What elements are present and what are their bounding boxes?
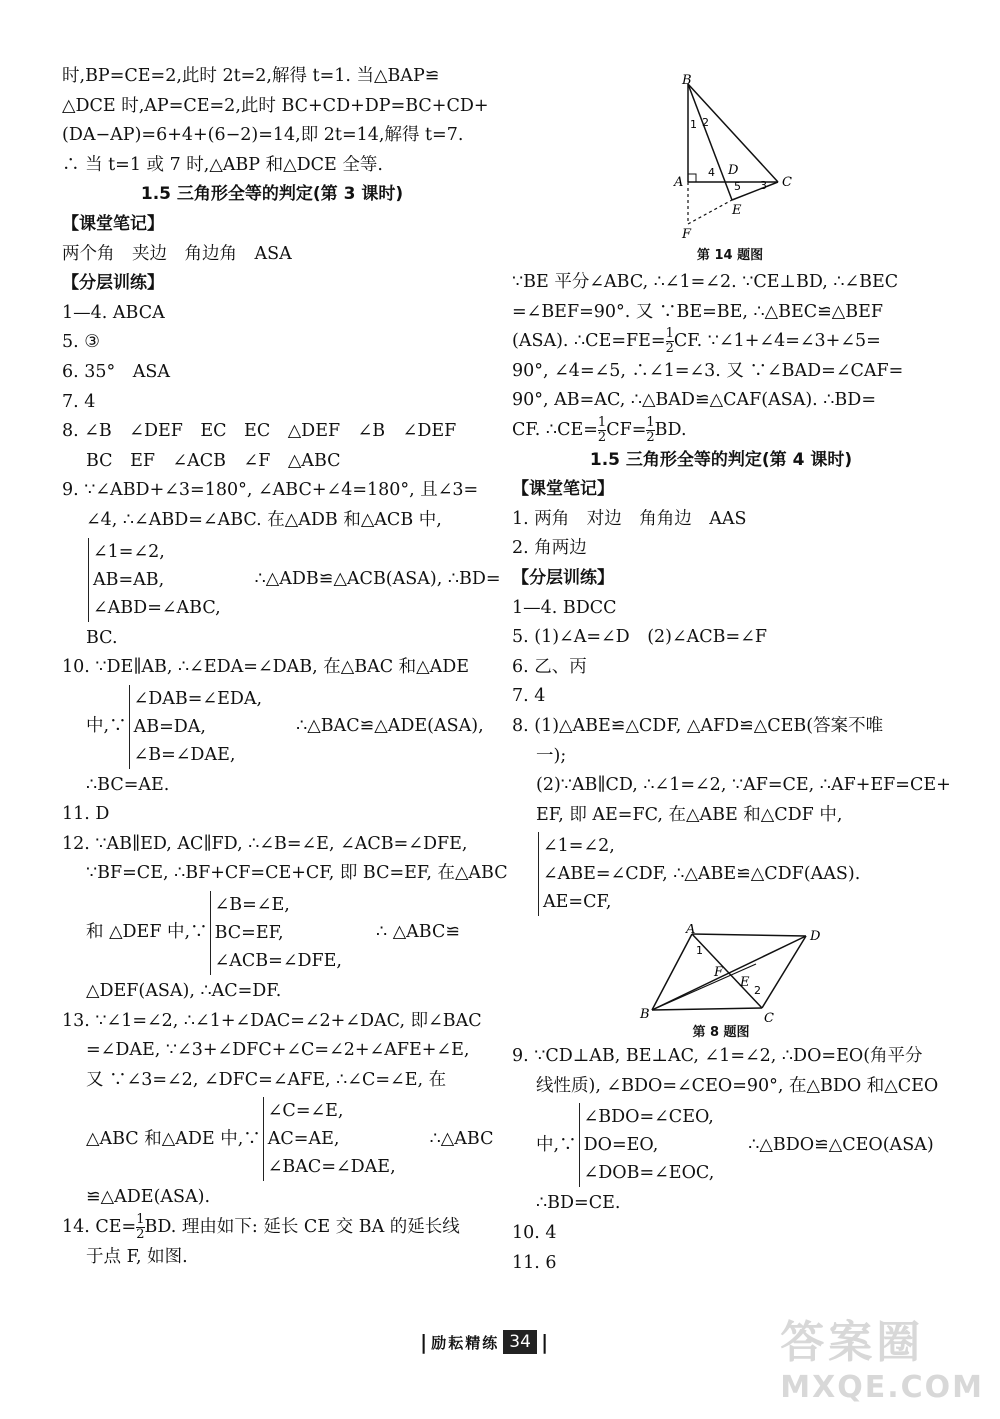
text-line: =∠BEF=90°. 又 ∵BE=BE, ∴△BEC≌△BEF — [512, 301, 884, 322]
condition: ∠B=∠E, — [214, 895, 290, 916]
answer-7: 7. 4 — [512, 686, 546, 707]
fraction — [646, 416, 654, 445]
answer-13-cont: 又 ∵∠3=∠2, ∠DFC=∠AFE, ∴∠C=∠E, 在 — [86, 1069, 447, 1090]
condition: ∠ACB=∠DFE, — [214, 951, 342, 972]
angle-label: 1 — [696, 944, 703, 958]
answer-9: 9. ∵CD⊥AB, BE⊥AC, ∠1=∠2, ∴DO=EO(角平分 — [512, 1046, 923, 1067]
condition: ∠BAC=∠DAE, — [267, 1157, 396, 1178]
answer-8-conditions — [512, 832, 930, 916]
fraction — [598, 416, 606, 445]
figure-8-drawing — [636, 924, 836, 1026]
condition: AB=DA, — [133, 716, 206, 737]
point-label: F — [682, 227, 692, 240]
answer-1-4: 1—4. ABCA — [62, 302, 165, 323]
text: CF. ∴CE= — [512, 419, 598, 440]
text-line: (DA−AP)=6+4+(6−2)=14,即 2t=14,解得 t=7. — [62, 125, 464, 146]
text-line: △DCE 时,AP=CE=2,此时 BC+CD+DP=BC+CD+ — [62, 95, 489, 116]
answer-9-conditions — [62, 538, 501, 622]
answer-13-cont: =∠DAE, ∵∠3+∠DFC+∠C=∠2+∠AFE+∠E, — [86, 1040, 470, 1061]
figure-caption: 第 8 题图 — [692, 1025, 750, 1041]
point-label: A — [674, 175, 684, 190]
prefix: 中,∵ — [536, 1134, 577, 1155]
condition: ∠ABE=∠CDF, ∴△ABE≌△CDF(AAS). — [543, 864, 861, 885]
text: 14. CE= — [62, 1217, 137, 1238]
footer-brand: 励耘精练 — [431, 1333, 500, 1352]
answer-13: 13. ∵∠1=∠2, ∴∠1+∠DAC=∠2+∠DAC, 即∠BAC — [62, 1010, 482, 1031]
fraction — [666, 327, 674, 356]
condition: ∠DAB=∠EDA, — [133, 688, 263, 709]
angle-label: 2 — [754, 984, 761, 998]
numerator: 1 — [646, 414, 655, 430]
text: BD. 理由如下: 延长 CE 交 BA 的延长线 — [144, 1217, 460, 1238]
numerator: 1 — [665, 326, 674, 342]
answer-12: 12. ∵AB∥ED, AC∥FD, ∴∠B=∠E, ∠ACB=∠DFE, — [62, 833, 468, 854]
answer-11: 11. 6 — [512, 1252, 557, 1273]
notes-heading: 【课堂笔记】 — [512, 479, 614, 500]
condition-brace — [579, 1103, 715, 1187]
footer-bar: | — [540, 1330, 549, 1354]
answer-12-conditions — [62, 891, 482, 975]
point-label: F — [714, 965, 724, 981]
answer-12-end: △DEF(ASA), ∴AC=DF. — [86, 981, 282, 1002]
answer-5: 5. ③ — [62, 332, 100, 353]
angle-label: 1 — [690, 118, 697, 131]
figure-14-drawing — [660, 72, 800, 240]
page-footer — [420, 1330, 548, 1354]
condition: ∠ABD=∠ABC, — [93, 597, 221, 618]
point-label: B — [640, 1007, 650, 1023]
condition-brace — [263, 1097, 396, 1181]
prefix: △ABC 和△ADE 中,∵ — [86, 1128, 261, 1149]
text-line: ∵BE 平分∠ABC, ∴∠1=∠2. ∵CE⊥BD, ∴∠BEC — [512, 272, 899, 292]
answer-8: 8. (1)△ABE≌△CDF, △AFD≌△CEB(答案不唯 — [512, 715, 884, 736]
notes-heading: 【课堂笔记】 — [62, 213, 164, 234]
angle-label: 3 — [760, 179, 767, 192]
conclusion: ∴ △ABC≌ — [376, 922, 461, 943]
page-number: 34 — [503, 1330, 537, 1354]
condition: AE=CF, — [543, 892, 612, 913]
right-column — [512, 268, 951, 1278]
condition: ∠C=∠E, — [267, 1101, 344, 1122]
figure-14 — [660, 72, 800, 262]
footer-bar: | — [420, 1330, 428, 1354]
conclusion: ∴△BDO≌△CEO(ASA) — [748, 1134, 934, 1155]
condition-brace — [538, 832, 860, 916]
conclusion: ∴△ABC — [429, 1128, 494, 1149]
answer-7: 7. 4 — [62, 391, 96, 412]
conclusion: ∴△BAC≌△ADE(ASA), — [296, 715, 484, 736]
prefix: 中,∵ — [86, 715, 127, 736]
answer-6: 6. 乙、丙 — [512, 656, 587, 677]
section-title: 1.5 三角形全等的判定(第 4 课时) — [589, 449, 853, 470]
answer-9: 9. ∵∠ABD+∠3=180°, ∠ABC+∠4=180°, 且∠3= — [62, 480, 479, 501]
denominator: 2 — [665, 341, 674, 357]
answer-10: 10. 4 — [512, 1223, 557, 1244]
text-line — [512, 327, 930, 357]
answer-13-end: ≌△ADE(ASA). — [86, 1187, 211, 1208]
condition: ∠1=∠2, — [543, 836, 615, 857]
denominator: 2 — [136, 1227, 145, 1243]
answer-9-end: BC. — [86, 627, 118, 648]
angle-label: 2 — [702, 116, 709, 129]
text-line: ∴ 当 t=1 或 7 时,△ABP 和△DCE 全等. — [62, 154, 383, 175]
answer-10: 10. ∵DE∥AB, ∴∠EDA=∠DAB, 在△BAC 和△ADE — [62, 657, 470, 678]
numerator: 1 — [136, 1212, 145, 1228]
condition-brace — [210, 891, 342, 975]
answer-8-cont: (2)∵AB∥CD, ∴∠1=∠2, ∵AF=CE, ∴AF+EF=CE+ — [536, 775, 951, 796]
text-line — [512, 416, 930, 446]
condition: ∠BDO=∠CEO, — [583, 1107, 714, 1128]
left-column — [62, 62, 508, 1272]
answer-13-conditions — [62, 1097, 494, 1181]
text: CF= — [606, 419, 647, 440]
conclusion: ∴△ADB≌△ACB(ASA), ∴BD= — [254, 568, 501, 589]
figure-8 — [512, 918, 930, 1042]
point-label: E — [740, 975, 750, 991]
answer-9-end: ∴BD=CE. — [536, 1193, 621, 1214]
figure-caption: 第 14 题图 — [696, 248, 764, 263]
notes-answer: 2. 角两边 — [512, 538, 587, 559]
answer-14-cont: 于点 F, 如图. — [86, 1246, 188, 1267]
condition: ∠B=∠DAE, — [133, 744, 236, 765]
watermark-text: 答案圈 — [780, 1317, 925, 1368]
answer-9-cont: ∠4, ∴∠ABD=∠ABC. 在△ADB 和△ACB 中, — [86, 509, 442, 530]
fraction — [136, 1213, 144, 1242]
answer-8-cont: EF, 即 AE=FC, 在△ABE 和△CDF 中, — [536, 804, 843, 825]
point-label: A — [686, 924, 696, 938]
point-label: D — [810, 929, 821, 945]
answer-10-conditions — [62, 685, 482, 769]
notes-answer: 1. 两角 对边 角角边 AAS — [512, 508, 747, 529]
condition: ∠DOB=∠EOC, — [583, 1163, 715, 1184]
answer-5: 5. (1)∠A=∠D (2)∠ACB=∠F — [512, 627, 768, 648]
condition-brace — [129, 685, 263, 769]
answer-1-4: 1—4. BDCC — [512, 597, 617, 618]
answer-8-cont: BC EF ∠ACB ∠F △ABC — [86, 450, 341, 471]
training-heading: 【分层训练】 — [62, 273, 164, 294]
angle-label: 5 — [734, 180, 741, 193]
answer-12-cont: ∵BF=CE, ∴BF+CF=CE+CF, 即 BC=EF, 在△ABC — [86, 863, 508, 884]
denominator: 2 — [597, 429, 607, 445]
watermark — [780, 1306, 984, 1405]
condition-brace — [88, 538, 221, 622]
notes-answer: 两个角 夹边 角边角 ASA — [62, 243, 292, 264]
answer-6: 6. 35° ASA — [62, 361, 171, 382]
answer-8: 8. ∠B ∠DEF EC EC △DEF ∠B ∠DEF — [62, 421, 457, 442]
prefix: 和 △DEF 中,∵ — [86, 922, 208, 943]
denominator: 2 — [646, 429, 655, 445]
condition: AB=AB, — [93, 569, 165, 590]
numerator: 1 — [597, 414, 607, 430]
text-line: 90°, ∠4=∠5, ∴∠1=∠3. 又 ∵∠BAD=∠CAF= — [512, 360, 904, 381]
condition: BC=EF, — [214, 923, 284, 944]
point-label: C — [764, 1011, 774, 1027]
text: BD. — [654, 419, 687, 440]
answer-9-cont: 线性质), ∠BDO=∠CEO=90°, 在△BDO 和△CEO — [536, 1075, 939, 1096]
text-line: 时,BP=CE=2,此时 2t=2,解得 t=1. 当△BAP≌ — [62, 66, 440, 86]
answer-10-end: ∴BC=AE. — [86, 774, 170, 795]
answer-11: 11. D — [62, 804, 110, 825]
answer-14 — [62, 1213, 482, 1243]
watermark-url: MXQE.COM — [780, 1370, 984, 1405]
condition: AC=AE, — [267, 1129, 340, 1150]
section-title: 1.5 三角形全等的判定(第 3 课时) — [140, 184, 404, 205]
condition: DO=EO, — [583, 1135, 659, 1156]
point-label: D — [728, 163, 739, 178]
text-line: 90°, AB=AC, ∴△BAD≌△CAF(ASA). ∴BD= — [512, 390, 876, 411]
point-label: C — [782, 175, 792, 190]
text: (ASA). ∴CE=FE= — [512, 331, 666, 352]
condition: ∠1=∠2, — [93, 541, 165, 562]
answer-9-conditions — [512, 1103, 934, 1187]
point-label: E — [732, 203, 742, 218]
answer-8-cont: 一); — [536, 745, 567, 766]
training-heading: 【分层训练】 — [512, 567, 614, 588]
point-label: B — [682, 73, 692, 88]
text: CF. ∵∠1+∠4=∠3+∠5= — [673, 331, 881, 352]
angle-label: 4 — [708, 166, 715, 179]
